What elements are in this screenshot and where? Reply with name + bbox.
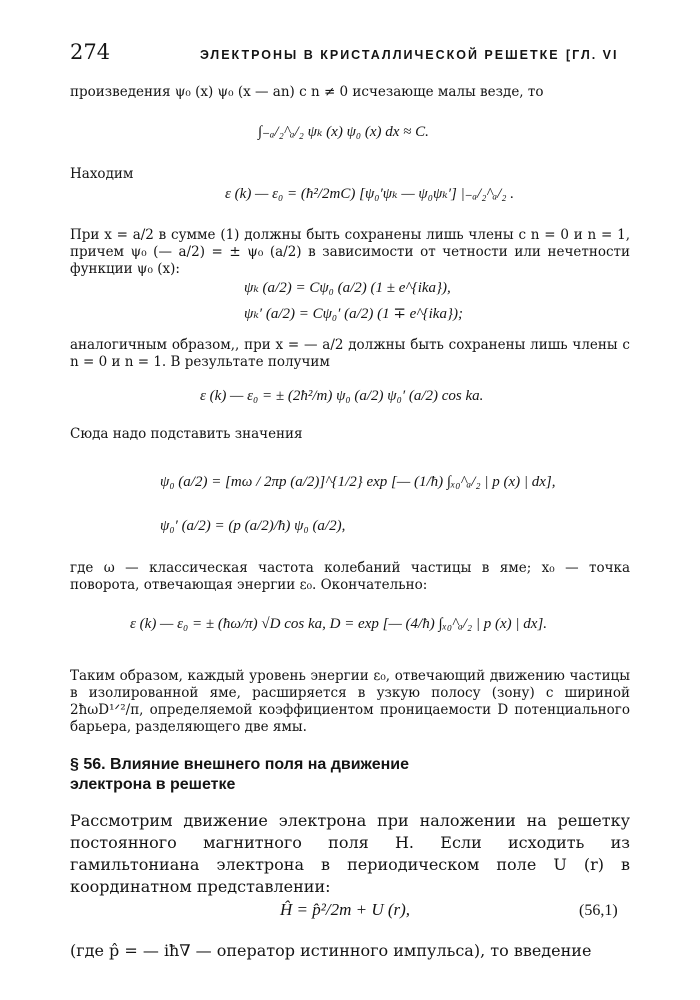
equation-4: ψₖ′ (a/2) = Cψ₀′ (a/2) (1 ∓ e^{ika}); <box>244 306 463 322</box>
paragraph-6: где ω — классическая частота колебаний частицы в яме; x₀ — точка поворота, отвечающая энергии ε₀. Окончательно: <box>70 560 630 593</box>
equation-8: ε (k) — ε₀ = ± (ħω/π) √D cos ka, D = exp [— (4/ħ) ∫ₓ₀^ₐ/₂ | p (x) | dx]. <box>130 616 548 632</box>
equation-5: ε (k) — ε₀ = ± (2ħ²/m) ψ₀ (a/2) ψ₀′ (a/2) cos ka. <box>200 388 484 404</box>
paragraph-5: Сюда надо подставить значения <box>70 426 303 442</box>
paragraph-4: аналогичным образом,, при x = — a/2 должны быть сохранены лишь члены с n = 0 и n = 1. В результате получим <box>70 337 630 370</box>
chapter-reference: [ГЛ. VI <box>566 48 619 62</box>
paragraph-9: (где p̂ = — iħ∇ — оператор истинного импульса), то введение <box>70 941 592 960</box>
running-title: ЭЛЕКТРОНЫ В КРИСТАЛЛИЧЕСКОЙ РЕШЕТКЕ <box>200 48 560 62</box>
page-number: 274 <box>70 40 111 64</box>
equation-6: ψ₀ (a/2) = [mω / 2πp (a/2)]^{1/2} exp [— (1/ħ) ∫ₓ₀^ₐ/₂ | p (x) | dx], <box>160 474 556 490</box>
paragraph-1: произведения ψ₀ (x) ψ₀ (x — an) с n ≠ 0 исчезающе малы везде, то <box>70 84 544 100</box>
section-heading-line-1: § 56. Влияние внешнего поля на движение <box>70 756 409 773</box>
paragraph-3: При x = a/2 в сумме (1) должны быть сохранены лишь члены с n = 0 и n = 1, причем ψ₀ (— a/2) = ± ψ₀ (a/2) в зависимости от четности или нечетности функции ψ₀ (x): <box>70 227 630 277</box>
section-heading-line-2: электрона в решетке <box>70 776 236 793</box>
paragraph-8: Рассмотрим движение электрона при наложении на решетку постоянного магнитного поля H. Если исходить из гамильтониана электрона в периодическом поле U (r) в координатном представлении: <box>70 811 630 896</box>
equation-1: ∫₋ₐ/₂^ₐ/₂ ψₖ (x) ψ₀ (x) dx ≈ C. <box>258 124 429 140</box>
equation-7: ψ₀′ (a/2) = (p (a/2)/ħ) ψ₀ (a/2), <box>160 518 346 534</box>
paragraph-2: Находим <box>70 166 134 182</box>
equation-2: ε (k) — ε₀ = (ħ²/2mC) [ψ₀′ψₖ — ψ₀ψₖ′] |₋ₐ/₂^ₐ/₂ . <box>225 186 515 202</box>
equation-3: ψₖ (a/2) = Cψ₀ (a/2) (1 ± e^{ika}), <box>244 280 451 296</box>
equation-9: Ĥ = p̂²/2m + U (r), <box>280 900 411 919</box>
equation-number: (56,1) <box>579 902 618 919</box>
paragraph-7: Таким образом, каждый уровень энергии ε₀, отвечающий движению частицы в изолированной яме, расширяется в узкую полосу (зону) с шириной 2ħωD¹ᐟ²/π, определяемой коэффициентом проницаемости D потенциального барьера, разделяющего две ямы. <box>70 668 630 735</box>
